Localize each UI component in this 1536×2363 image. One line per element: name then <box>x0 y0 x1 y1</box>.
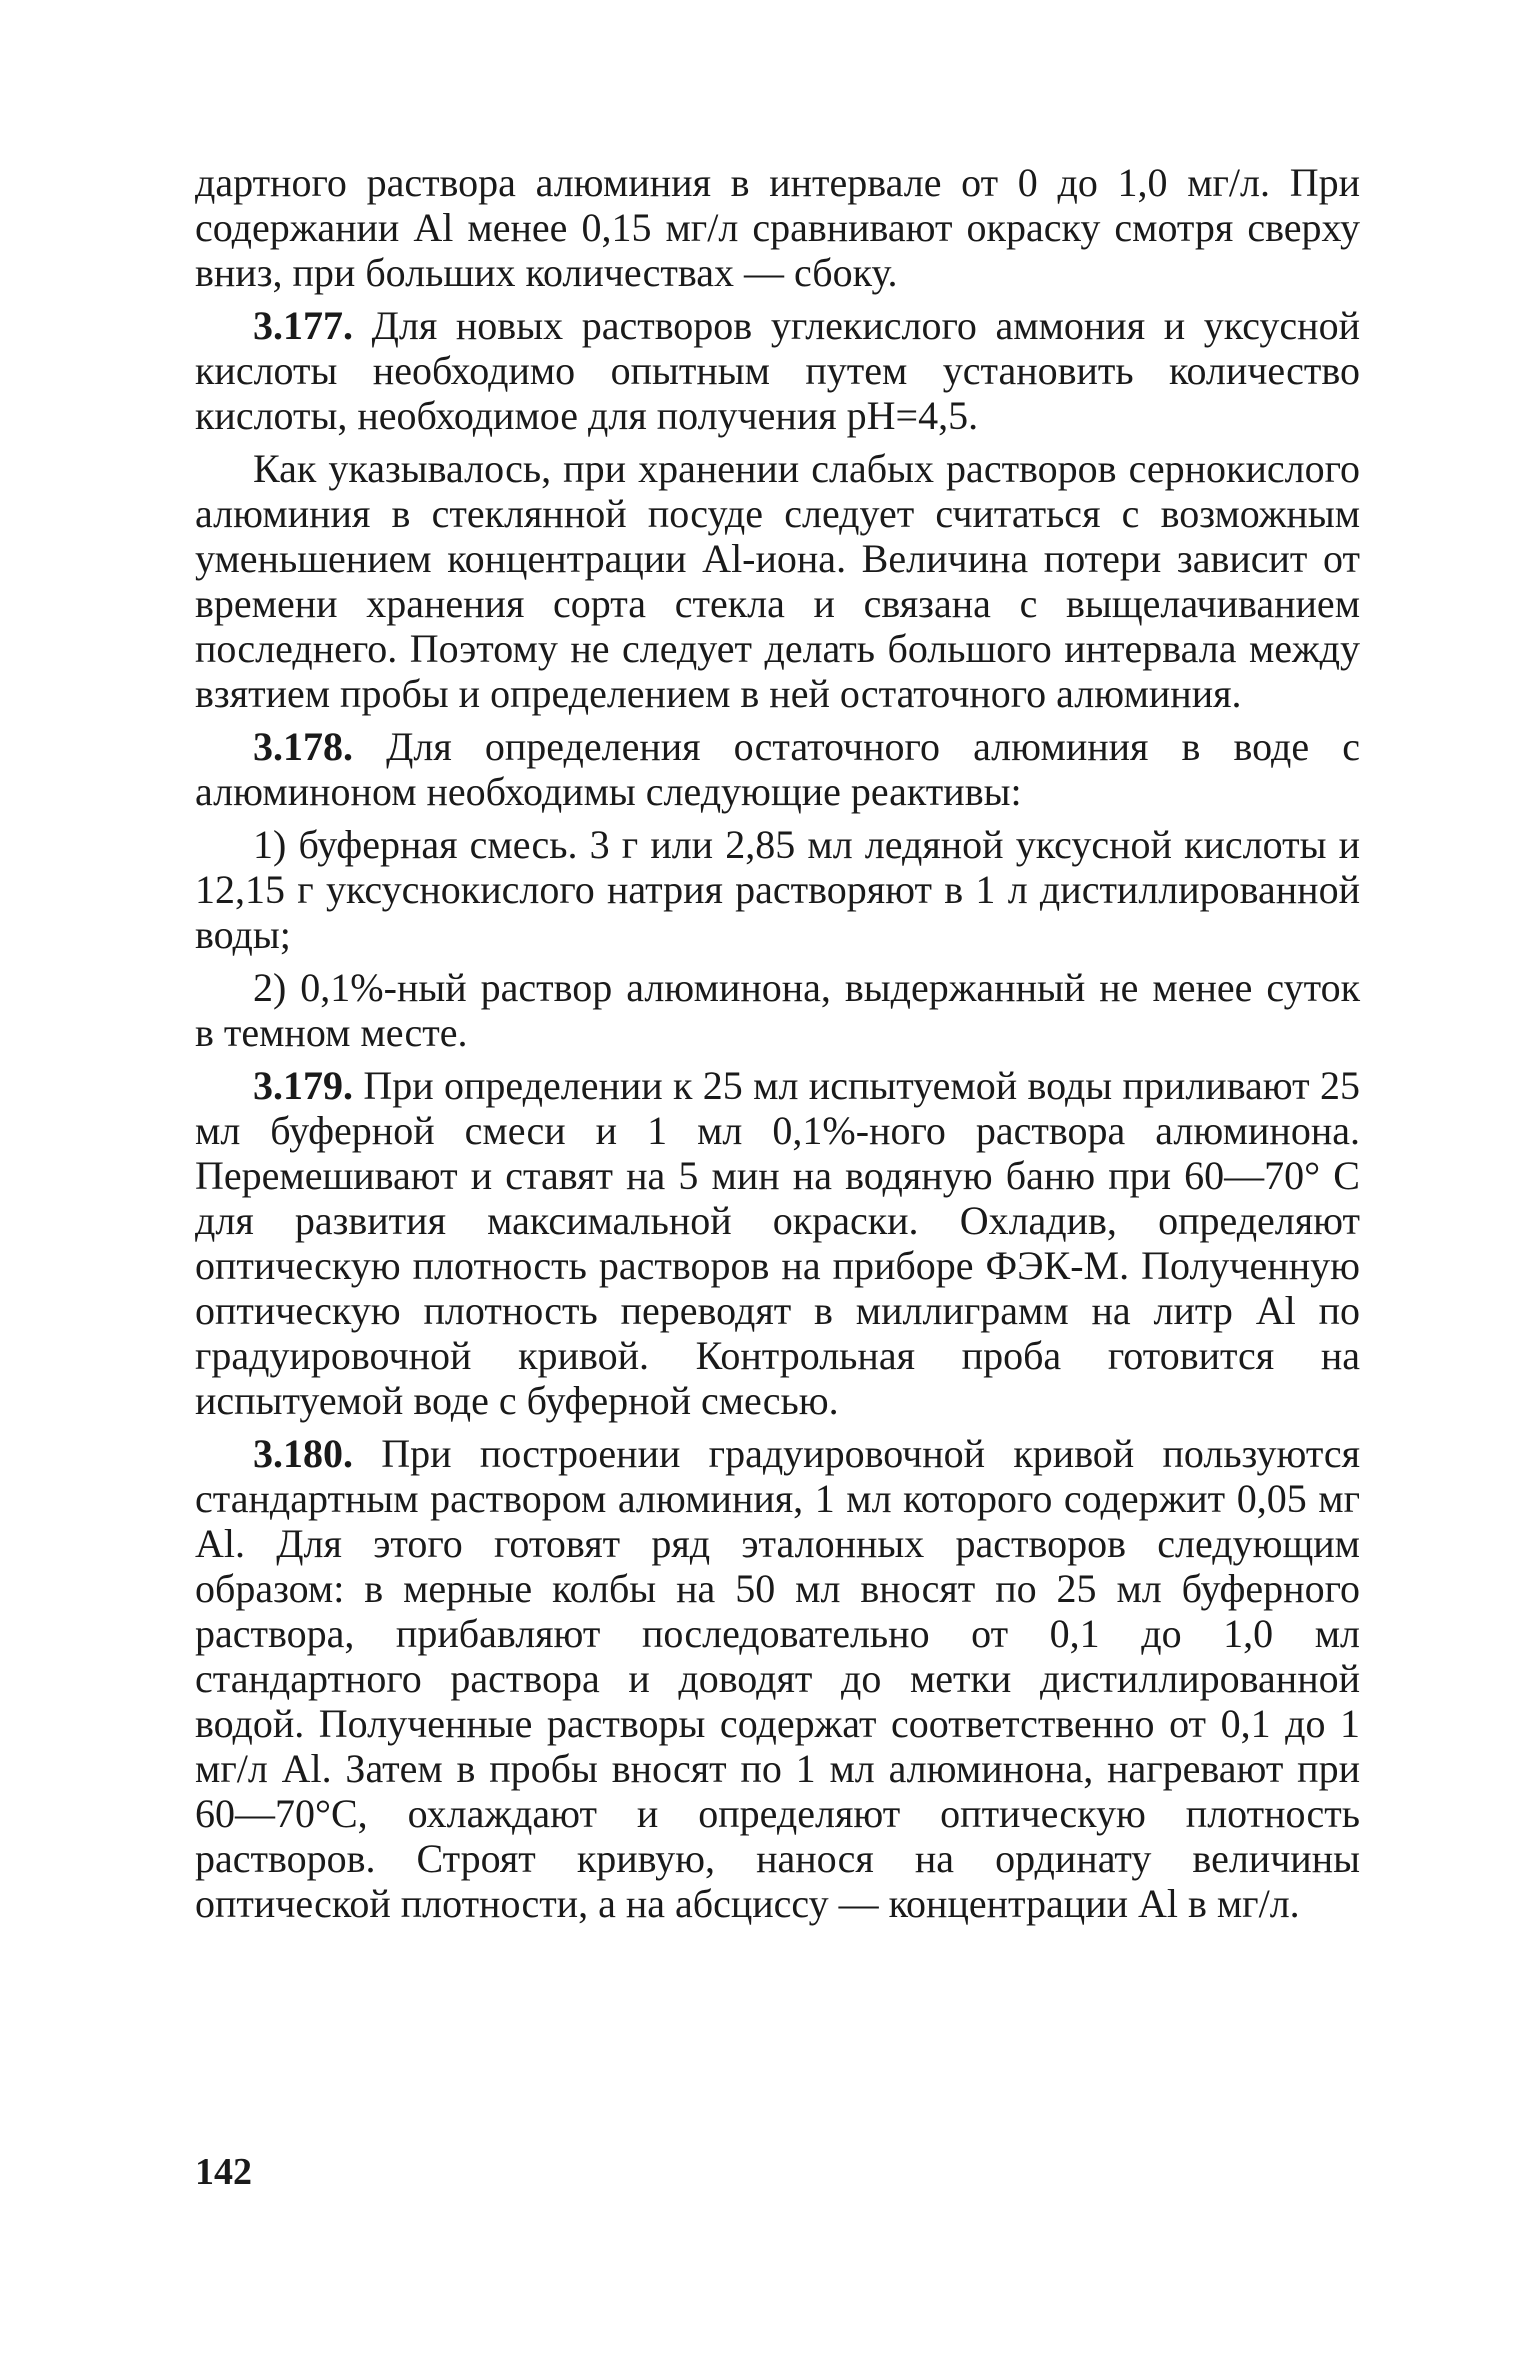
section-number: 3.178. <box>253 724 353 769</box>
reagent-item-1 <box>195 822 1360 957</box>
section-number: 3.180. <box>253 1431 353 1476</box>
page-body <box>195 160 1360 1934</box>
paragraph-text: 1) буферная смесь. 3 г или 2,85 мл ледяной уксусной кислоты и 12,15 г уксуснокислого натрия растворяют в 1 л дистиллированной воды; <box>195 822 1360 957</box>
paragraph-storage-note <box>195 446 1360 716</box>
section-3-180 <box>195 1431 1360 1926</box>
reagent-item-2 <box>195 965 1360 1055</box>
paragraph-text: Для определения остаточного алюминия в воде с алюминоном необходимы следующие реактивы: <box>195 724 1360 814</box>
paragraph-continuation <box>195 160 1360 295</box>
paragraph-text: дартного раствора алюминия в интервале от 0 до 1,0 мг/л. При содержании Al менее 0,15 мг/л сравнивают окраску смотря сверху вниз, при больших количествах — сбоку. <box>195 160 1360 295</box>
section-3-178 <box>195 724 1360 814</box>
section-number: 3.179. <box>253 1063 353 1108</box>
paragraph-text: Как указывалось, при хранении слабых растворов сернокислого алюминия в стеклянной посуде следует считаться с возможным уменьшением концентрации Al-иона. Величина потери зависит от времени хранения сорта стекла и связана с выщелачиванием последнего. Поэтому не следует делать большого интервала между взятием пробы и определением в ней остаточного алюминия. <box>195 446 1360 716</box>
page-number: 142 <box>195 2151 252 2193</box>
paragraph-text: При определении к 25 мл испытуемой воды приливают 25 мл буферной смеси и 1 мл 0,1%-ного раствора алюминона. Перемешивают и ставят на 5 мин на водяную баню при 60—70° С для развития максимальной окраски. Охладив, определяют оптическую плотность растворов на приборе ФЭК-М. Полученную оптическую плотность переводят в миллиграмм на литр Al по градуировочной кривой. Контрольная проба готовится на испытуемой воде с буферной смесью. <box>195 1063 1360 1423</box>
paragraph-text: Для новых растворов углекислого аммония и уксусной кислоты необходимо опытным путем установить количество кислоты, необходимое для получения pH=4,5. <box>195 303 1360 438</box>
section-3-179 <box>195 1063 1360 1423</box>
paragraph-text: При построении градуировочной кривой пользуются стандартным раствором алюминия, 1 мл которого содержит 0,05 мг Al. Для этого готовят ряд эталонных растворов следующим образом: в мерные колбы на 50 мл вносят по 25 мл буферного раствора, прибавляют последовательно от 0,1 до 1,0 мл стандартного раствора и доводят до метки дистиллированной водой. Полученные растворы содержат соответственно от 0,1 до 1 мг/л Al. Затем в пробы вносят по 1 мл алюминона, нагревают при 60—70°С, охлаждают и определяют оптическую плотность растворов. Строят кривую, нанося на ординату величины оптической плотности, а на абсциссу — концентрации Al в мг/л. <box>195 1431 1360 1926</box>
section-number: 3.177. <box>253 303 353 348</box>
paragraph-text: 2) 0,1%-ный раствор алюминона, выдержанный не менее суток в темном месте. <box>195 965 1360 1055</box>
section-3-177 <box>195 303 1360 438</box>
